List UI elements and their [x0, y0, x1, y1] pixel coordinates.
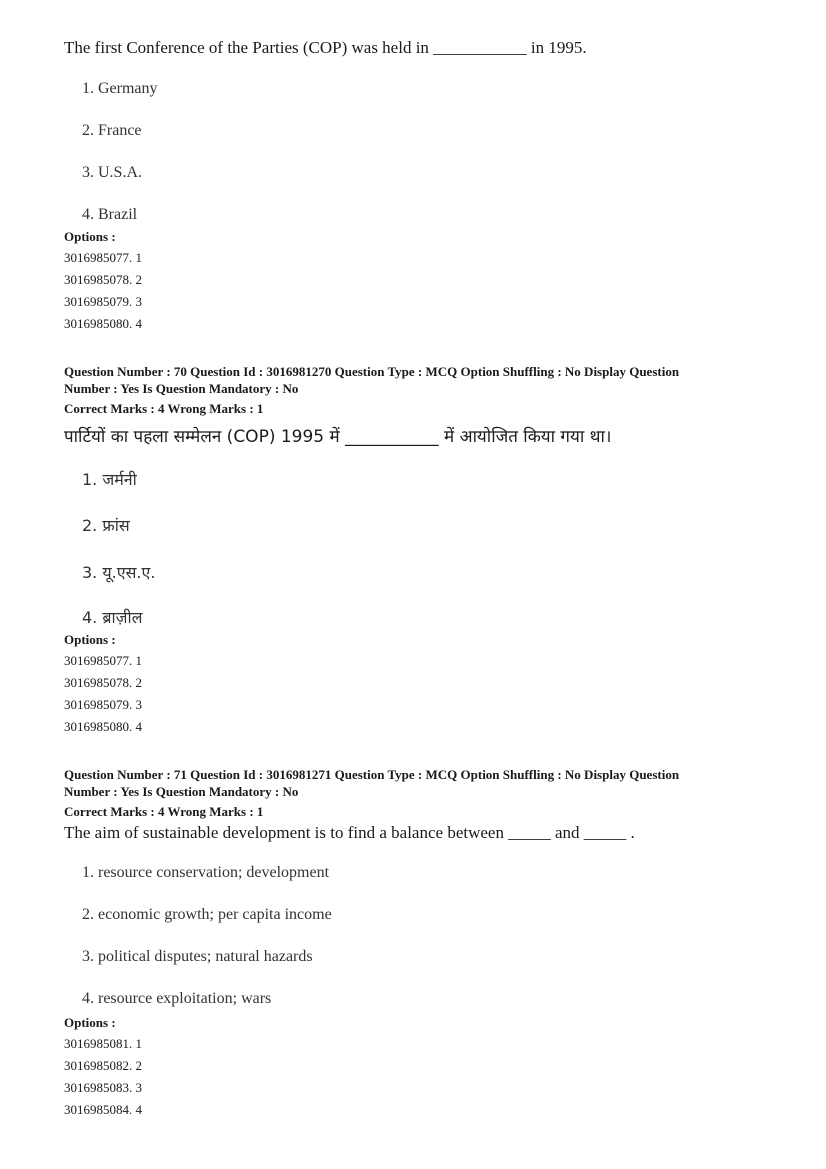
question-meta — [64, 766, 764, 820]
option-id-1: 3016985077. 1 — [64, 250, 142, 265]
choice-2: 2. France — [82, 122, 142, 139]
question-meta-line-1: Question Number : 70 Question Id : 3016981270 Question Type : MCQ Option Shuffling : No Display Question — [64, 364, 680, 379]
choice-3: 3. political disputes; natural hazards — [82, 948, 313, 965]
option-id-4: 3016985080. 4 — [64, 719, 142, 734]
option-id-2: 3016985082. 2 — [64, 1058, 142, 1073]
choice-1: 1. Germany — [82, 80, 158, 97]
option-id-4: 3016985084. 4 — [64, 1102, 142, 1117]
choice-4: 4. ब्राज़ील — [82, 608, 143, 627]
options-label: Options : — [64, 632, 116, 647]
option-id-4: 3016985080. 4 — [64, 316, 142, 331]
choice-1: 1. resource conservation; development — [82, 864, 330, 881]
option-id-3: 3016985079. 3 — [64, 294, 142, 309]
choice-3: 3. यू.एस.ए. — [82, 563, 156, 582]
option-id-2: 3016985078. 2 — [64, 675, 142, 690]
question-text: The first Conference of the Parties (COP) was held in ___________ in 1995. — [64, 38, 587, 57]
question-text: पार्टियों का पहला सम्मेलन (COP) 1995 में ___________ में आयोजित किया गया था। — [64, 427, 612, 447]
question-meta-line-2: Number : Yes Is Question Mandatory : No — [64, 784, 299, 799]
marks-line: Correct Marks : 4 Wrong Marks : 1 — [64, 401, 264, 416]
option-id-1: 3016985077. 1 — [64, 653, 142, 668]
choice-3: 3. U.S.A. — [82, 164, 143, 181]
question-meta — [64, 363, 764, 417]
choice-2: 2. फ्रांस — [82, 516, 130, 535]
choice-1: 1. जर्मनी — [82, 470, 137, 489]
options-label: Options : — [64, 229, 116, 244]
choice-4: 4. Brazil — [82, 206, 138, 223]
choice-2: 2. economic growth; per capita income — [82, 906, 332, 923]
option-id-2: 3016985078. 2 — [64, 272, 142, 287]
option-id-3: 3016985079. 3 — [64, 697, 142, 712]
choice-4: 4. resource exploitation; wars — [82, 990, 272, 1007]
question-text: The aim of sustainable development is to find a balance between _____ and _____ . — [64, 823, 635, 842]
option-id-3: 3016985083. 3 — [64, 1080, 142, 1095]
question-meta-line-1: Question Number : 71 Question Id : 3016981271 Question Type : MCQ Option Shuffling : No Display Question — [64, 767, 680, 782]
marks-line: Correct Marks : 4 Wrong Marks : 1 — [64, 804, 264, 819]
options-label: Options : — [64, 1015, 116, 1030]
option-id-1: 3016985081. 1 — [64, 1036, 142, 1051]
question-meta-line-2: Number : Yes Is Question Mandatory : No — [64, 381, 299, 396]
